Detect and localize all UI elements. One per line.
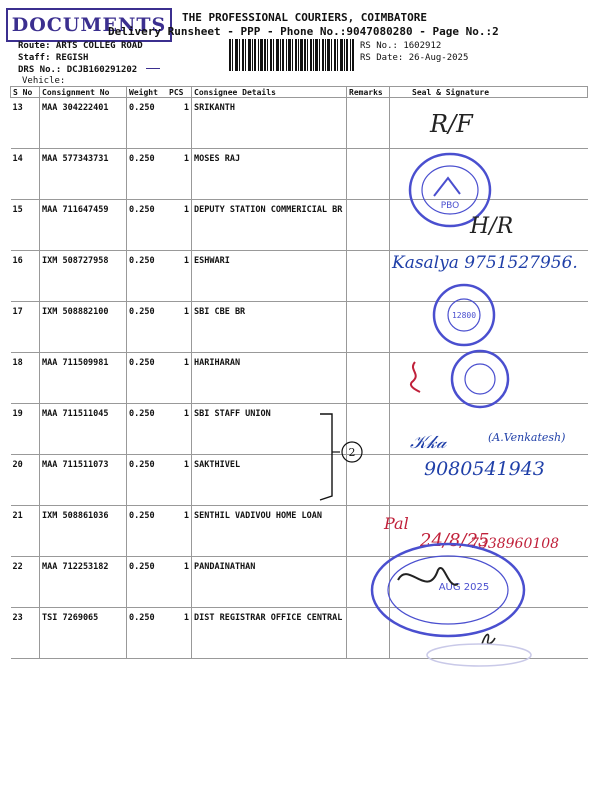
handwritten-eshwari-note: Kasalya 9751527956. — [392, 253, 578, 273]
row-consignee: SRIKANTH — [192, 98, 347, 149]
row-sno: 23 — [11, 608, 40, 659]
row-weight: 0.250 — [127, 251, 168, 302]
col-seal-signature: Seal & Signature — [390, 87, 588, 98]
row-pcs: 1 — [167, 251, 192, 302]
row-sno: 19 — [11, 404, 40, 455]
col-pcs: PCS — [167, 87, 192, 98]
row-consignment: MAA 304222401 — [40, 98, 127, 149]
row-weight: 0.250 — [127, 608, 168, 659]
faded-seal-row23 — [424, 642, 534, 668]
red-signature-row21: Pal — [384, 514, 409, 533]
handwritten-name-note: (A.Venkatesh) — [488, 431, 566, 444]
row-consignee: DIST REGISTRAR OFFICE CENTRAL — [192, 608, 347, 659]
row-remarks — [347, 149, 390, 200]
row-pcs: 1 — [167, 455, 192, 506]
handwritten-date-note: 24/8/25 — [420, 530, 490, 551]
handwritten-phone-note: 9080541943 — [424, 458, 545, 480]
row-remarks — [347, 98, 390, 149]
row-consignee: MOSES RAJ — [192, 149, 347, 200]
col-remarks: Remarks — [347, 87, 390, 98]
row-pcs: 1 — [167, 302, 192, 353]
row-consignment: MAA 711511073 — [40, 455, 127, 506]
col-consignment: Consignment No — [40, 87, 127, 98]
row-pcs: 1 — [167, 506, 192, 557]
row-pcs: 1 — [167, 608, 192, 659]
signature-row19: 𝒦𝓀𝒶 — [410, 432, 447, 453]
row-consignee: SAKTHIVEL — [192, 455, 347, 506]
barcode — [229, 39, 354, 71]
row-consignment: MAA 577343731 — [40, 149, 127, 200]
row-weight: 0.250 — [127, 200, 168, 251]
rs-date: RS Date: 26-Aug-2025 — [360, 53, 469, 63]
row-pcs: 1 — [167, 353, 192, 404]
table-row — [11, 98, 588, 149]
row-consignee: DEPUTY STATION COMMERICIAL BR — [192, 200, 347, 251]
row-consignment: MAA 711511045 — [40, 404, 127, 455]
row-remarks — [347, 200, 390, 251]
documents-stamp: DOCUMENTS — [6, 8, 172, 42]
red-signature-row18 — [404, 360, 426, 394]
rs-number: RS No.: 1602912 — [360, 41, 442, 51]
vehicle-label: Vehicle: — [22, 76, 66, 86]
seal-center-code: 12800 — [451, 311, 477, 320]
row-weight: 0.250 — [127, 506, 168, 557]
post-office-seal — [368, 540, 528, 640]
route-label: Route: ARTS COLLEG ROAD — [18, 41, 143, 51]
row-seal — [390, 98, 588, 149]
row-weight: 0.250 — [127, 404, 168, 455]
handwritten-rf: R/F — [430, 110, 473, 138]
row-sno: 21 — [11, 506, 40, 557]
table-row — [11, 302, 588, 353]
row-consignment: MAA 712253182 — [40, 557, 127, 608]
row-weight: 0.250 — [127, 557, 168, 608]
row-consignee: HARIHARAN — [192, 353, 347, 404]
col-weight: Weight — [127, 87, 168, 98]
row-remarks — [347, 251, 390, 302]
row-weight: 0.250 — [127, 455, 168, 506]
sbi-seal-row18 — [448, 348, 512, 410]
runsheet-subtitle: Delivery Runsheet - PPP - Phone No.:9047080280 - Page No.:2 — [108, 25, 499, 38]
staff-label: Staff: REGISH — [18, 53, 89, 63]
handwritten-phone-note-2: 7338960108 — [470, 536, 560, 552]
company-name: THE PROFESSIONAL COURIERS, COIMBATORE — [182, 11, 428, 24]
circled-number: 2 — [348, 446, 356, 459]
row-consignee: PANDAINATHAN — [192, 557, 347, 608]
row-pcs: 1 — [167, 149, 192, 200]
row-sno: 17 — [11, 302, 40, 353]
row-sno: 16 — [11, 251, 40, 302]
row-sno: 14 — [11, 149, 40, 200]
row-sno: 15 — [11, 200, 40, 251]
row-consignment: IXM 508727958 — [40, 251, 127, 302]
bracket-mark — [314, 408, 374, 504]
seal-pbo-text: PBO — [440, 201, 460, 211]
row-pcs: 1 — [167, 200, 192, 251]
row-sno: 13 — [11, 98, 40, 149]
row-consignee: SENTHIL VADIVOU HOME LOAN — [192, 506, 347, 557]
row-pcs: 1 — [167, 98, 192, 149]
row-remarks — [347, 302, 390, 353]
col-sno: S No — [11, 87, 40, 98]
row-consignment: IXM 508882100 — [40, 302, 127, 353]
row-consignment: MAA 711647459 — [40, 200, 127, 251]
row-weight: 0.250 — [127, 98, 168, 149]
row-sno: 20 — [11, 455, 40, 506]
table-row — [11, 404, 588, 455]
row-consignee: ESHWARI — [192, 251, 347, 302]
row-sno: 18 — [11, 353, 40, 404]
row-pcs: 1 — [167, 404, 192, 455]
row-consignee: SBI STAFF UNION — [192, 404, 347, 455]
post-seal-date: AUG 2025 — [438, 582, 490, 593]
row-consignment: IXM 508861036 — [40, 506, 127, 557]
col-consignee: Consignee Details — [192, 87, 347, 98]
row-weight: 0.250 — [127, 149, 168, 200]
row-consignee: SBI CBE BR — [192, 302, 347, 353]
sbi-seal-row17 — [430, 282, 498, 348]
table-header-row — [11, 87, 588, 98]
row-sno: 22 — [11, 557, 40, 608]
drs-underline-mark — [146, 68, 160, 69]
row-weight: 0.250 — [127, 302, 168, 353]
row-remarks — [347, 353, 390, 404]
handwritten-hr: H/R — [470, 214, 514, 239]
row-consignment: TSI 7269065 — [40, 608, 127, 659]
drs-number: DRS No.: DCJB160291202 — [18, 65, 138, 75]
table-row — [11, 149, 588, 200]
row-pcs: 1 — [167, 557, 192, 608]
row-weight: 0.250 — [127, 353, 168, 404]
row-consignment: MAA 711509981 — [40, 353, 127, 404]
